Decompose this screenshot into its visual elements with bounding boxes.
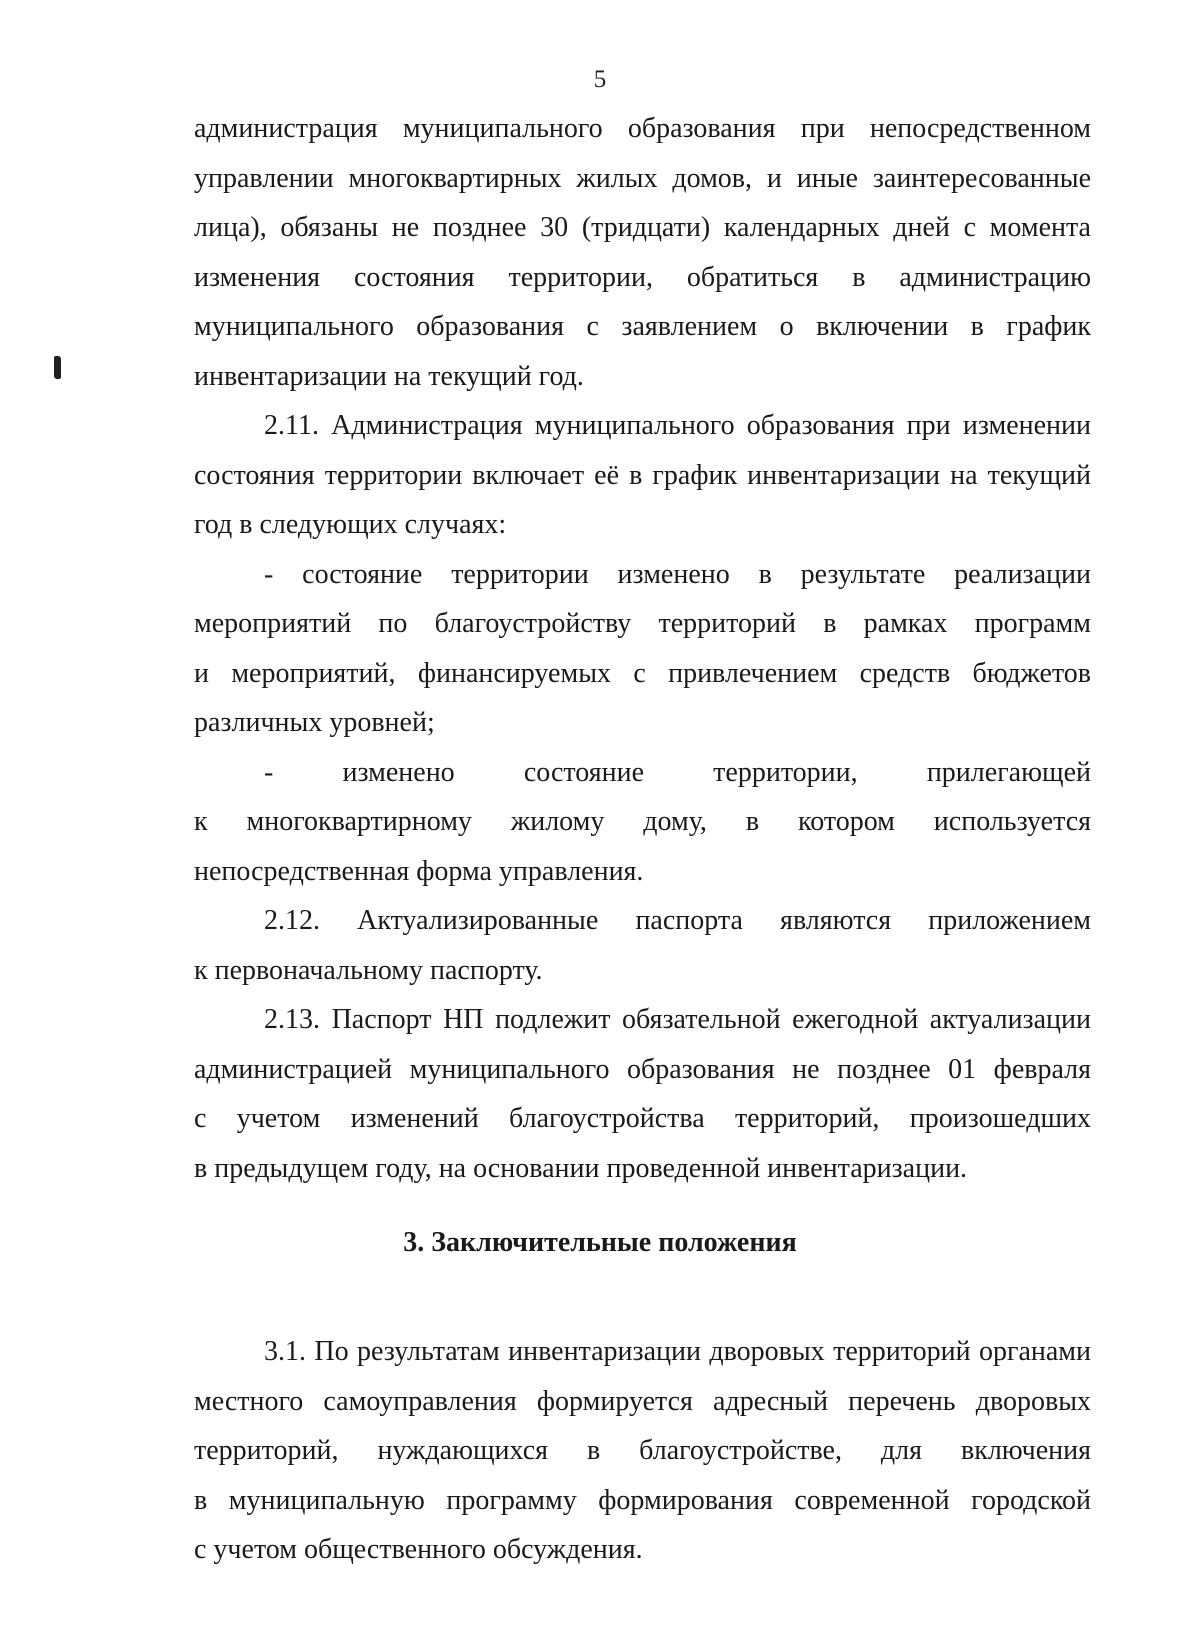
- paragraph-2-12-first-line: 2.12. Актуализированные паспорта являются приложением: [264, 905, 1091, 936]
- scan-artifact-mark: [54, 356, 61, 379]
- text-line: муниципального образования с заявлением о включении в график: [194, 311, 1091, 342]
- section-3-heading: 3. Заключительные положения: [403, 1227, 797, 1258]
- section-3-body: [194, 1327, 1091, 1575]
- list-item-first-line: - изменено состояние территории, прилегающей: [264, 756, 1091, 788]
- text-line: территорий, нуждающихся в благоустройстве, для включения: [194, 1435, 1091, 1466]
- paragraph-2-13-first-line: 2.13. Паспорт НП подлежит обязательной ежегодной актуализации: [264, 1004, 1091, 1035]
- text-line: администрацией муниципального образования не позднее 01 февраля: [194, 1053, 1091, 1085]
- text-line: лица), обязаны не позднее 30 (тридцати) календарных дней с момента: [194, 212, 1091, 243]
- text-line: мероприятий по благоустройству территорий в рамках программ: [194, 608, 1091, 639]
- text-line: к первоначальному паспорту.: [194, 954, 543, 986]
- text-line: непосредственная форма управления.: [194, 855, 644, 887]
- text-line: инвентаризации на текущий год.: [194, 360, 584, 392]
- text-line: администрация муниципального образования при непосредственном: [194, 113, 1091, 144]
- text-line: в муниципальную программу формирования современной городской: [194, 1484, 1091, 1516]
- text-line: с учетом общественного обсуждения.: [194, 1534, 643, 1565]
- text-line: с учетом изменений благоустройства территорий, произошедших: [194, 1103, 1091, 1134]
- text-line: различных уровней;: [194, 707, 435, 738]
- list-item-first-line: - состояние территории изменено в результате реализации: [264, 558, 1091, 590]
- text-line: год в следующих случаях:: [194, 509, 507, 540]
- text-line: в предыдущем году, на основании проведенной инвентаризации.: [194, 1152, 968, 1184]
- page-number: 5: [593, 66, 607, 93]
- text-line: состояния территории включает её в график инвентаризации на текущий: [194, 459, 1091, 491]
- section-2-body: [194, 104, 1091, 1193]
- paragraph-3-1-first-line: 3.1. По результатам инвентаризации дворовых территорий органами: [264, 1336, 1091, 1367]
- text-line: изменения состояния территории, обратиться в администрацию: [194, 261, 1091, 293]
- text-line: к многоквартирному жилому дому, в котором используется: [194, 806, 1091, 837]
- text-line: управлении многоквартирных жилых домов, и иные заинтересованные: [194, 162, 1091, 194]
- text-line: и мероприятий, финансируемых с привлечением средств бюджетов: [194, 657, 1091, 689]
- text-line: местного самоуправления формируется адресный перечень дворовых: [194, 1385, 1091, 1417]
- paragraph-2-11-first-line: 2.11. Администрация муниципального образования при изменении: [264, 410, 1091, 441]
